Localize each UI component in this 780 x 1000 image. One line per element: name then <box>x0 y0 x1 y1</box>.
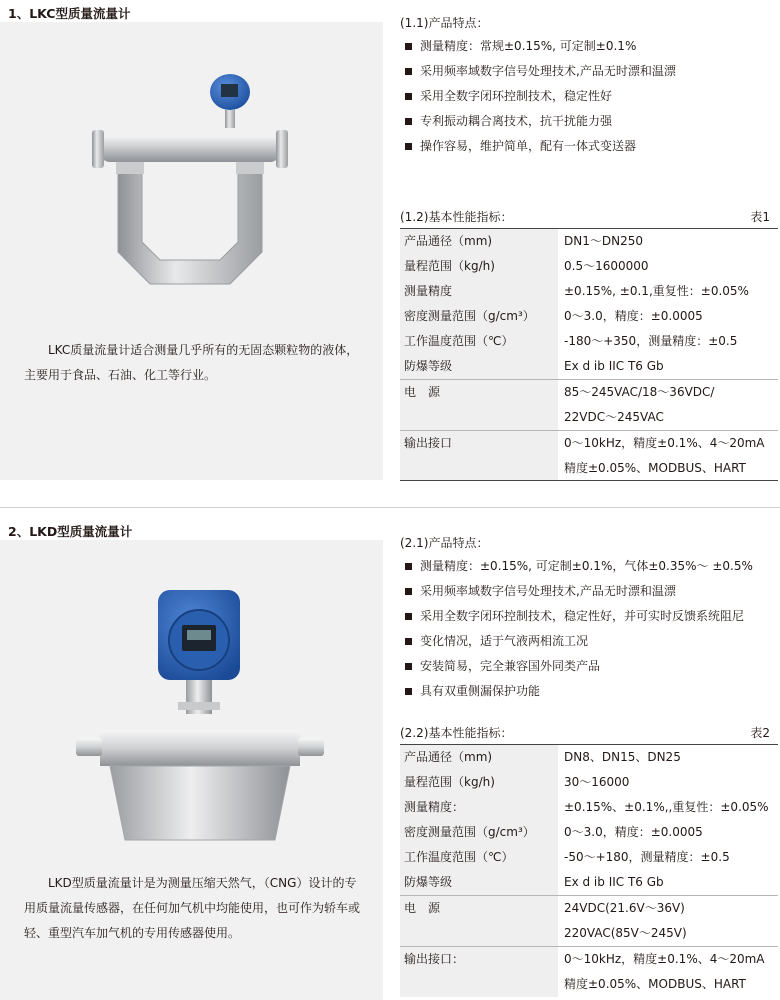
features-block <box>400 12 778 159</box>
spec-table <box>400 229 778 481</box>
table-row: 输出接口 0～10kHz，精度±0.1%、4～20mA <box>400 431 778 457</box>
square-bullet-icon <box>405 118 412 125</box>
table-row: 精度±0.05%、MODBUS、HART <box>400 972 778 997</box>
table-row: 22VDC～245VAC <box>400 405 778 431</box>
specs-header <box>400 722 778 744</box>
lkc-flowmeter-image <box>80 52 305 312</box>
lkd-flowmeter-image <box>70 570 330 850</box>
features-block <box>400 532 778 704</box>
table-row: 密度测量范围（g/cm³） 0～3.0，精度：±0.0005 <box>400 820 778 845</box>
feature-item: 采用频率域数字信号处理技术,产品无时漂和温漂 <box>400 59 778 84</box>
square-bullet-icon <box>405 588 412 595</box>
feature-item: 采用全数字闭环控制技术，稳定性好 <box>400 84 778 109</box>
specs-header <box>400 206 778 228</box>
table-row: 220VAC(85V～245V) <box>400 921 778 947</box>
section-title: 1、LKC型质量流量计 <box>8 6 131 21</box>
table-row: 产品通径（mm) DN1～DN250 <box>400 229 778 254</box>
table-row: 密度测量范围（g/cm³） 0～3.0，精度：±0.0005 <box>400 304 778 329</box>
table-row: 防爆等级 Ex d ib IIC T6 Gb <box>400 870 778 896</box>
feature-item: 操作容易，维护简单，配有一体式变送器 <box>400 134 778 159</box>
table-row: 量程范围（kg/h) 30～16000 <box>400 770 778 795</box>
feature-item: 测量精度：常规±0.15%, 可定制±0.1% <box>400 34 778 59</box>
feature-item: 采用全数字闭环控制技术，稳定性好，并可实时反馈系统阻尼 <box>400 604 778 629</box>
specs-title: (2.2)基本性能指标： <box>400 726 513 740</box>
specs-title: (1.2)基本性能指标： <box>400 210 513 224</box>
table-row: 输出接口： 0～10kHz，精度±0.1%、4～20mA <box>400 947 778 973</box>
table-row: 防爆等级 Ex d ib IIC T6 Gb <box>400 354 778 380</box>
table-row: 测量精度 ±0.15%, ±0.1,重复性：±0.05% <box>400 279 778 304</box>
table-row: 量程范围（kg/h) 0.5～1600000 <box>400 254 778 279</box>
product-description: LKC质量流量计适合测量几乎所有的无固态颗粒物的液体，主要用于食品、石油、化工等行业。 <box>24 343 359 382</box>
product-photo-panel <box>0 540 383 1000</box>
feature-item: 变化情况，适于气液两相流工况 <box>400 629 778 654</box>
spec-table <box>400 745 778 997</box>
square-bullet-icon <box>405 68 412 75</box>
section-divider <box>0 507 780 508</box>
square-bullet-icon <box>405 143 412 150</box>
square-bullet-icon <box>405 613 412 620</box>
feature-item: 具有双重侧漏保护功能 <box>400 679 778 704</box>
feature-item: 测量精度：±0.15%, 可定制±0.1%，气体±0.35%～ ±0.5% <box>400 554 778 579</box>
feature-item: 安装简易，完全兼容国外同类产品 <box>400 654 778 679</box>
features-title: (2.1)产品特点： <box>400 536 489 550</box>
feature-item: 采用频率域数字信号处理技术,产品无时漂和温漂 <box>400 579 778 604</box>
features-list <box>400 34 778 159</box>
product-photo-panel <box>0 22 383 480</box>
square-bullet-icon <box>405 43 412 50</box>
table-row: 电 源 85～245VAC/18～36VDC/ <box>400 380 778 406</box>
square-bullet-icon <box>405 688 412 695</box>
table-number: 表1 <box>750 210 770 224</box>
table-row: 测量精度： ±0.15%、±0.1%,,重复性：±0.05% <box>400 795 778 820</box>
product-description: LKD型质量流量计是为测量压缩天然气，（CNG）设计的专用质量流量传感器，在任何加气机中均能使用，也可作为轿车或轻、重型汽车加气机的专用传感器使用。 <box>24 876 361 940</box>
table-number: 表2 <box>750 726 770 740</box>
square-bullet-icon <box>405 563 412 570</box>
table-row: 工作温度范围（℃） -180～+350，测量精度：±0.5 <box>400 329 778 354</box>
square-bullet-icon <box>405 663 412 670</box>
table-row: 产品通径（mm) DN8、DN15、DN25 <box>400 745 778 770</box>
table-row: 工作温度范围（℃） -50～+180，测量精度：±0.5 <box>400 845 778 870</box>
features-title: (1.1)产品特点： <box>400 16 489 30</box>
table-row: 精度±0.05%、MODBUS、HART <box>400 456 778 481</box>
square-bullet-icon <box>405 638 412 645</box>
features-list <box>400 554 778 704</box>
section-title: 2、LKD型质量流量计 <box>8 524 133 539</box>
section-lkd <box>0 518 780 1000</box>
table-row: 电 源 24VDC(21.6V～36V) <box>400 896 778 922</box>
feature-item: 专利振动耦合离技术，抗干扰能力强 <box>400 109 778 134</box>
table-bottom-rule <box>400 480 778 481</box>
section-lkc <box>0 0 780 480</box>
square-bullet-icon <box>405 93 412 100</box>
